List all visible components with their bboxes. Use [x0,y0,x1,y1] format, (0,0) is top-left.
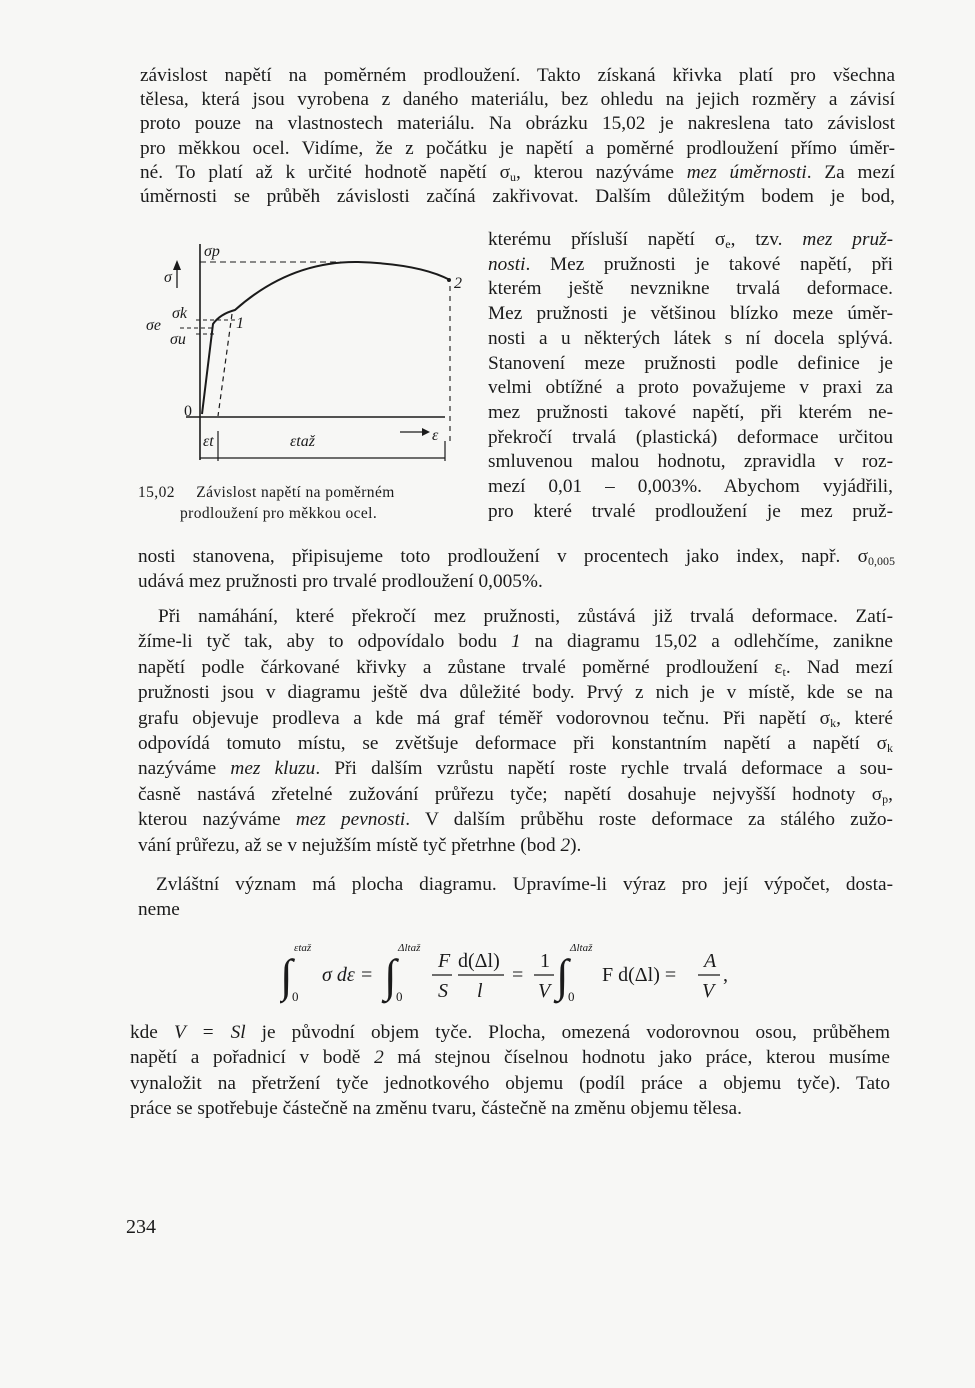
svg-text:0: 0 [396,989,403,1004]
text-line: odpovídá tomuto místu, se zvětšuje deformace při konstantním napětí a napětí $\sigma_k$ [138,733,893,756]
svg-text:V: V [538,980,551,1002]
text-line: nosti. Mez pružnosti je takové napětí, při [488,253,893,275]
paragraph-continuation [138,544,895,594]
page-number: 234 [126,1216,156,1238]
text-line: překročí trvalá (plastická) deformace určitou [488,426,893,448]
term-mez-umernosti: mez úměrnosti [686,161,807,183]
unloading-line [218,314,232,416]
paragraph-intro [140,64,895,209]
svg-text:0: 0 [568,989,575,1004]
text-line: Mez pružnosti je většinou blízko meze úměr- [488,303,893,325]
text-line: pro měkkou ocel. Vidíme, že z počátku je napětí a poměrné prodloužení přímo úměr- [140,137,895,159]
caption-text: prodloužení pro měkkou ocel. [180,505,378,522]
text-line: nazýváme mez kluzu. Při dalším vzrůstu napětí roste rychle trvalá deformace a sou- [138,758,893,780]
label-origin: 0 [184,403,192,420]
work-integral-equation [280,935,740,1015]
label-epsilon: ε [432,427,439,444]
stress-strain-diagram [140,236,480,466]
label-sigma-e: σe [146,317,161,334]
svg-text:0: 0 [292,989,299,1004]
text-line: né. To platí až k určité hodnotě napětí $\sigma_u$, kterou nazýváme mez úměrnosti. Za mezí [140,161,895,184]
svg-text:=: = [512,964,524,986]
text-line: nosti a u některých látek s ní docela splývá. [488,327,893,349]
paragraph-loading [138,604,893,858]
label-epsilon-t: εt [203,433,214,450]
stress-strain-curve [202,262,450,414]
text-line: pro které trvalé prodloužení je mez pruž- [488,500,893,522]
label-sigma: σ [164,269,172,286]
text-line: grafu objevuje prodleva a kde má graf téměř vodorovnou tečnu. Při napětí $\sigma_k$, které [138,707,893,730]
text-line: kterému přísluší napětí $\sigma_e$, tzv. mez pruž- [488,229,894,251]
term-mez-pruznosti: mez pruž- [802,229,894,250]
text-line: napětí a pořadnicí v bodě 2 má stejnou číselnou hodnotu jako práce, kterou musíme [130,1047,890,1069]
text-line: časně nastává zřetelné zužování průřezu tyče; napětí dosahuje nejvyšší hodnoty $\sigma_p$, [138,783,893,806]
svg-text:F: F [438,950,451,972]
term-mez-kluzu: mez kluzu [230,758,316,780]
text-line: vynaložit na přetržení tyče jednotkového objemu (podíl práce a objemu tyče). Tato [130,1072,890,1094]
caption-number: 15,02 [138,484,175,501]
svg-text:εtaž: εtaž [294,942,312,954]
text-line: závislost napětí na poměrném prodloužení. Takto získaná křivka platí pro všechna [140,65,895,86]
label-point-2: 2 [454,275,462,292]
svg-text:A: A [704,950,717,972]
svg-text:d(Δl): d(Δl) [458,950,500,972]
svg-text:Δltaž: Δltaž [398,942,421,954]
term-mez-pevnosti: mez pevnosti [295,809,406,831]
integral-sign: ∫ [556,950,569,1001]
label-point-1: 1 [236,315,244,332]
integral-sign: ∫ [384,950,397,1001]
svg-text:S: S [438,980,448,1002]
paragraph-wrapped [488,228,893,524]
label-sigma-k: σk [172,305,187,322]
text-line: nosti stanovena, připisujeme toto prodloužení v procentech jako index, např. $\sigma_{0,005}$ [138,546,895,568]
text-line: Stanovení meze pružnosti podle definice je [488,352,893,374]
integral-sign: ∫ [280,950,293,1001]
text-line: kde V = Sl je původní objem tyče. Plocha, omezená vodorovnou osou, průběhem [130,1022,890,1043]
label-epsilon-taz: εtaž [290,433,315,450]
text-line: udává mez pružnosti pro trvalé prodloužení 0,005%. [138,571,543,592]
text-line: vání průřezu, až se v nejužším místě tyč přetrhne (bod 2). [138,834,582,856]
text-line: Zvláštní význam má plocha diagramu. Upravíme-li výraz pro její výpočet, dosta- [156,874,893,895]
svg-text:1: 1 [540,950,550,972]
text-line: úměrnosti se průběh závislosti začíná zakřivovat. Dalším důležitým bodem je bod, [140,186,895,208]
text-line: neme [138,899,180,920]
text-line: tělesa, která jsou vyrobena z daného materiálu, bez ohledu na jejich rozměry a závisí [140,89,895,111]
label-sigma-p: σp [204,243,220,260]
svg-text:Δltaž: Δltaž [570,942,593,954]
svg-text:l: l [477,980,483,1002]
label-sigma-u: σu [170,331,186,348]
text-line: kterém ještě nevznikne trvalá deformace. [488,278,893,300]
figure-caption [138,482,478,524]
text-line: proto pouze na vlastnostech materiálu. Na obrázku 15,02 je nakreslena tato závislost [140,113,895,135]
text-line: práce se spotřebuje částečně na změnu tvaru, částečně na změnu objemu tělesa. [130,1097,742,1119]
text-line: napětí podle čárkované křivky a zůstane trvalé poměrné prodloužení $\varepsilon_t$. Nad mezí [138,656,893,679]
svg-text:σ dε =: σ dε = [322,964,374,986]
paragraph-area [138,872,893,922]
text-line: kterou nazýváme mez pevnosti. V dalším průběhu roste deformace za stálého zužo- [138,809,893,831]
caption-text: Závislost napětí na poměrném [196,484,395,501]
text-line: Při namáhání, které překročí mez pružnosti, zůstává již trvalá deformace. Zatí- [158,606,893,627]
text-line: velmi obtížné a proto považujeme v praxi za [488,377,893,399]
svg-text:,: , [723,964,728,986]
paragraph-work [130,1020,890,1121]
text-line: smluvenou malou hodnotu, zpravidla v roz- [488,451,893,473]
svg-text:V: V [702,980,715,1002]
svg-text:F d(Δl) =: F d(Δl) = [602,964,677,986]
text-line: mezí 0,01 – 0,003%. Abychom vyjádřili, [488,476,893,498]
text-line: pružnosti jsou v diagramu ještě dva důležité body. Prvý z nich je v místě, kde se na [138,682,893,704]
text-line: žíme-li tyč tak, aby to odpovídalo bodu 1 na diagramu 15,02 a odlehčíme, zanikne [138,631,893,653]
text-line: mez pružnosti takové napětí, při kterém ne- [488,401,893,423]
